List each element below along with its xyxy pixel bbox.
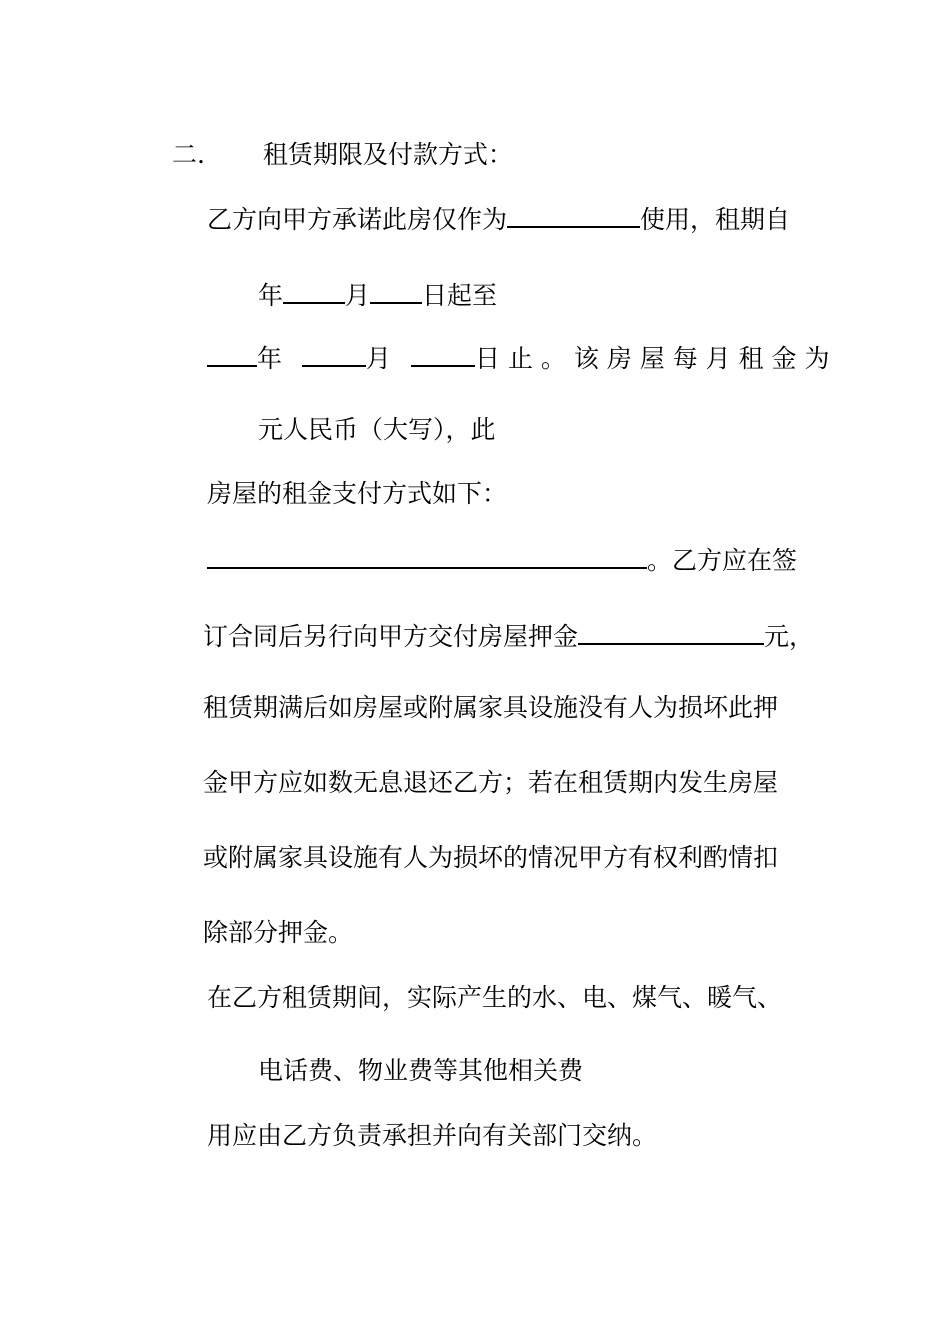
text-line-1 bbox=[207, 204, 790, 232]
blank-end-month bbox=[302, 343, 366, 367]
text-line-10: 或附属家具设施有人为损坏的情况甲方有权利酌情扣 bbox=[203, 843, 779, 872]
section-title: 租赁期限及付款方式： bbox=[262, 140, 513, 169]
text-segment: 年 bbox=[258, 281, 284, 310]
text-segment: 日起至 bbox=[422, 281, 498, 310]
text-segment: 月 bbox=[366, 344, 392, 373]
blank-payment-method bbox=[207, 545, 647, 569]
text-line-3 bbox=[207, 343, 830, 371]
text-segment: 日 止 。 该 房 屋 每 月 租 金 为 bbox=[475, 344, 830, 373]
text-line-7 bbox=[203, 621, 814, 649]
text-segment: 元， bbox=[764, 622, 815, 651]
text-segment: 乙方向甲方承诺此房仅作为 bbox=[207, 205, 508, 234]
text-line-12: 在乙方租赁期间，实际产生的水、电、煤气、暖气、 bbox=[207, 983, 783, 1012]
text-line-2 bbox=[258, 280, 497, 308]
text-segment: 。乙方应在签 bbox=[647, 546, 798, 575]
blank-start-day bbox=[370, 280, 422, 304]
text-line-6 bbox=[207, 545, 797, 573]
text-line-14: 用应由乙方负责承担并向有关部门交纳。 bbox=[207, 1121, 658, 1150]
blank-start-month bbox=[283, 280, 345, 304]
text-segment: 月 bbox=[345, 281, 371, 310]
text-segment: 使用，租期自 bbox=[640, 205, 791, 234]
text-line-13: 电话费、物业费等其他相关费 bbox=[258, 1056, 584, 1085]
blank-deposit bbox=[578, 621, 764, 645]
text-line-8: 租赁期满后如房屋或附属家具设施没有人为损坏此押 bbox=[203, 693, 779, 722]
text-line-9: 金甲方应如数无息退还乙方；若在租赁期内发生房屋 bbox=[203, 768, 779, 797]
section-heading bbox=[172, 142, 513, 167]
blank-end-year bbox=[207, 343, 257, 367]
blank-usage bbox=[507, 204, 640, 228]
text-line-5: 房屋的租金支付方式如下： bbox=[207, 479, 508, 508]
text-segment: 订合同后另行向甲方交付房屋押金 bbox=[203, 622, 579, 651]
text-line-4: 元人民币（大写），此 bbox=[258, 415, 496, 444]
section-number: 二. bbox=[172, 140, 205, 169]
text-segment: 年 bbox=[257, 344, 283, 373]
text-line-11: 除部分押金。 bbox=[203, 918, 354, 947]
blank-end-day bbox=[411, 343, 475, 367]
